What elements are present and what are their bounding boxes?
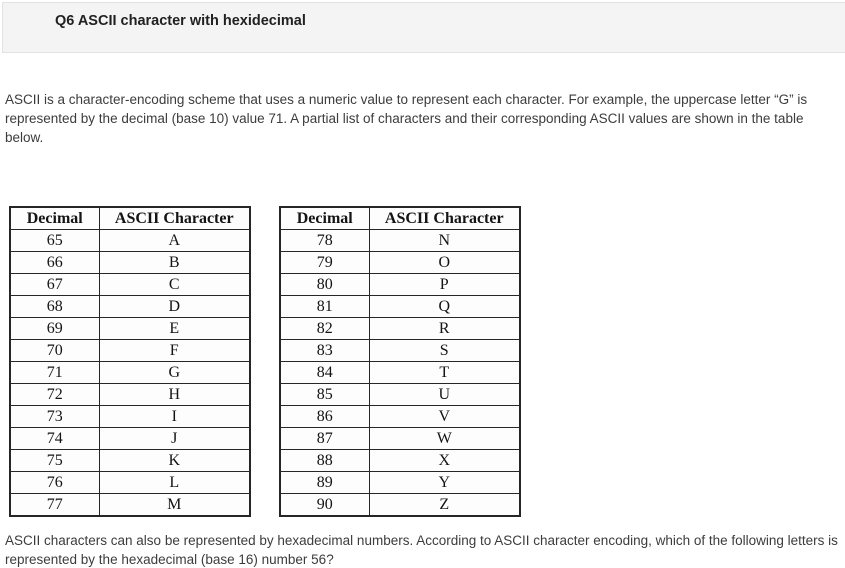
table-row	[280, 274, 520, 296]
ascii-character-cell: X	[369, 450, 520, 472]
table-row	[280, 362, 520, 384]
ascii-character-cell: T	[369, 362, 520, 384]
table-row	[280, 494, 520, 517]
question-title-bar[interactable]	[2, 2, 845, 53]
table-row	[280, 340, 520, 362]
decimal-cell: 74	[10, 428, 99, 450]
ascii-character-cell: H	[99, 384, 250, 406]
decimal-cell: 81	[280, 296, 369, 318]
decimal-cell: 89	[280, 472, 369, 494]
decimal-cell: 85	[280, 384, 369, 406]
ascii-table-left	[9, 206, 251, 517]
decimal-cell: 71	[10, 362, 99, 384]
decimal-cell: 86	[280, 406, 369, 428]
column-header: Decimal	[10, 207, 99, 230]
table-row	[280, 384, 520, 406]
table-row	[10, 472, 250, 494]
table-row	[10, 252, 250, 274]
decimal-cell: 84	[280, 362, 369, 384]
table-row	[10, 406, 250, 428]
ascii-character-cell: J	[99, 428, 250, 450]
ascii-character-cell: W	[369, 428, 520, 450]
decimal-cell: 70	[10, 340, 99, 362]
ascii-character-cell: N	[369, 230, 520, 252]
table-row	[10, 230, 250, 252]
ascii-character-cell: Q	[369, 296, 520, 318]
table-row	[10, 362, 250, 384]
table-row	[10, 494, 250, 517]
question-paragraph: ASCII characters can also be represented by hexadecimal numbers. According to ASCII character encoding, which of the following letters is represented by the hexadecimal (base 16) number 56?	[5, 533, 838, 567]
table-row	[280, 472, 520, 494]
decimal-cell: 88	[280, 450, 369, 472]
decimal-cell: 73	[10, 406, 99, 428]
table-row	[10, 428, 250, 450]
table-header-row	[280, 207, 520, 230]
decimal-cell: 87	[280, 428, 369, 450]
intro-paragraph: ASCII is a character-encoding scheme that uses a numeric value to represent each character. For example, the uppercase letter “G” is represented by the decimal (base 10) value 71. A partial list of characters and their corresponding ASCII values are shown in the table below.	[5, 92, 808, 145]
decimal-cell: 90	[280, 494, 369, 517]
ascii-character-cell: U	[369, 384, 520, 406]
column-header: ASCII Character	[369, 207, 520, 230]
column-header: Decimal	[280, 207, 369, 230]
ascii-character-cell: K	[99, 450, 250, 472]
table-row	[10, 318, 250, 340]
ascii-character-cell: G	[99, 362, 250, 384]
decimal-cell: 79	[280, 252, 369, 274]
ascii-character-cell: C	[99, 274, 250, 296]
table-row	[10, 384, 250, 406]
ascii-character-cell: P	[369, 274, 520, 296]
decimal-cell: 75	[10, 450, 99, 472]
decimal-cell: 69	[10, 318, 99, 340]
ascii-character-cell: F	[99, 340, 250, 362]
ascii-tables-container	[9, 206, 845, 517]
decimal-cell: 65	[10, 230, 99, 252]
decimal-cell: 67	[10, 274, 99, 296]
ascii-character-cell: M	[99, 494, 250, 517]
ascii-character-cell: Z	[369, 494, 520, 517]
ascii-character-cell: R	[369, 318, 520, 340]
decimal-cell: 72	[10, 384, 99, 406]
ascii-character-cell: B	[99, 252, 250, 274]
decimal-cell: 76	[10, 472, 99, 494]
column-header: ASCII Character	[99, 207, 250, 230]
table-row	[10, 296, 250, 318]
table-row	[280, 296, 520, 318]
decimal-cell: 82	[280, 318, 369, 340]
decimal-cell: 68	[10, 296, 99, 318]
table-row	[280, 318, 520, 340]
ascii-character-cell: E	[99, 318, 250, 340]
decimal-cell: 83	[280, 340, 369, 362]
ascii-character-cell: D	[99, 296, 250, 318]
table-row	[10, 274, 250, 296]
table-row	[280, 406, 520, 428]
table-row	[10, 450, 250, 472]
table-row	[280, 252, 520, 274]
decimal-cell: 80	[280, 274, 369, 296]
decimal-cell: 77	[10, 494, 99, 517]
ascii-character-cell: A	[99, 230, 250, 252]
ascii-character-cell: I	[99, 406, 250, 428]
table-row	[280, 450, 520, 472]
ascii-table-right	[279, 206, 521, 517]
table-row	[10, 340, 250, 362]
ascii-character-cell: L	[99, 472, 250, 494]
decimal-cell: 66	[10, 252, 99, 274]
ascii-character-cell: V	[369, 406, 520, 428]
table-row	[280, 428, 520, 450]
table-header-row	[10, 207, 250, 230]
question-title: Q6 ASCII character with hexidecimal	[55, 13, 306, 29]
ascii-character-cell: S	[369, 340, 520, 362]
ascii-character-cell: Y	[369, 472, 520, 494]
ascii-character-cell: O	[369, 252, 520, 274]
table-row	[280, 230, 520, 252]
decimal-cell: 78	[280, 230, 369, 252]
